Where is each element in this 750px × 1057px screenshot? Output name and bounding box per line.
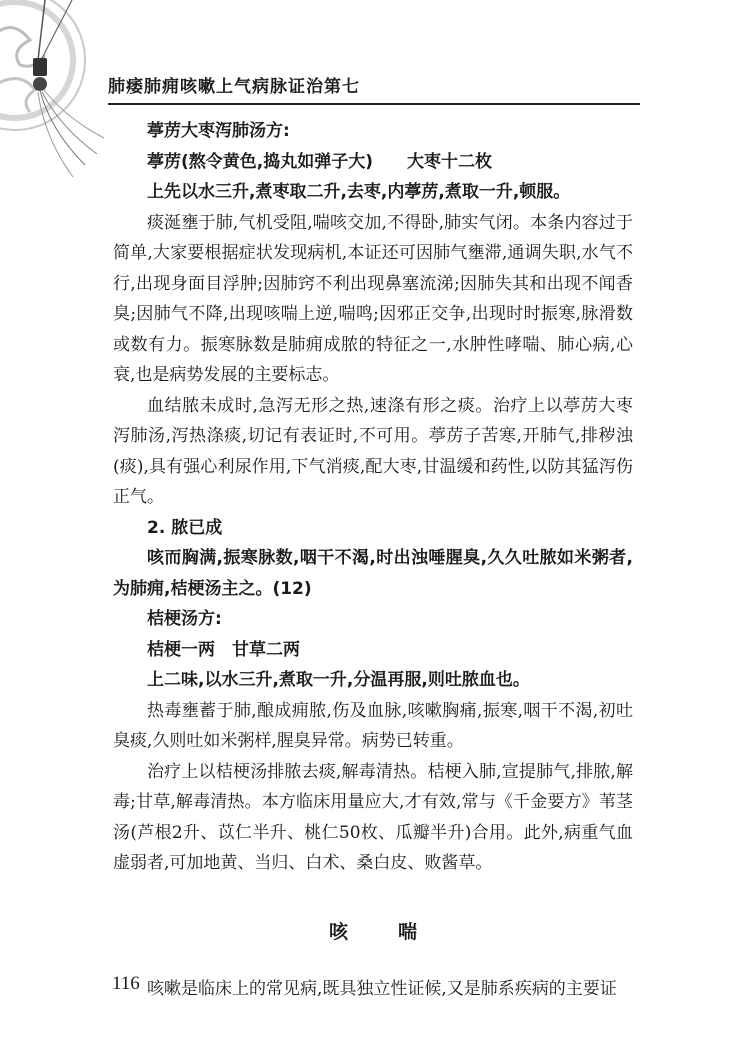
subsection-heading: 2. 脓已成 xyxy=(147,517,223,538)
formula-ingredients: 葶苈(熬令黄色,捣丸如弹子大) 大枣十二枚 xyxy=(147,151,492,172)
formula-preparation: 上先以水三升,煮枣取二升,去枣,内葶苈,煮取一升,顿服。 xyxy=(147,182,571,202)
formula-title: 桔梗汤方: xyxy=(147,609,222,629)
section-title: 咳喘 xyxy=(328,920,467,943)
commentary-paragraph: 热毒壅蓄于肺,酿成痈脓,伤及血脉,咳嗽胸痛,振寒,咽干不渴,初吐臭痰,久则吐如米粥样,腥臭异常。病势已转重。 xyxy=(113,700,633,751)
page-number: 116 xyxy=(112,973,140,994)
commentary-paragraph: 痰涎壅于肺,气机受阻,喘咳交加,不得卧,肺实气闭。本条内容过于简单,大家要根据症状发现病机,本证还可因肺气壅滞,通调失职,水气不行,出现身面目浮肿;因肺窍不利出现鼻塞流涕;因肺失其和出现不闻香臭;因肺气不降,出现咳喘上逆,喘鸣;因邪正交争,出现时时振寒,脉滑数或数有力。振寒脉数是肺痈成脓的特征之一,水肿性哮喘、肺心病,心衰,也是病势发展的主要标志。 xyxy=(113,212,633,385)
formula-title: 葶苈大枣泻肺汤方: xyxy=(147,121,290,141)
formula-preparation: 上二味,以水三升,煮取一升,分温再服,则吐脓血也。 xyxy=(147,670,530,690)
running-header xyxy=(108,72,640,105)
formula-ingredients: 桔梗一两 甘草二两 xyxy=(147,639,300,660)
clause-text: 咳而胸满,振寒脉数,咽干不渴,时出浊唾腥臭,久久吐脓如米粥者,为肺痈,桔梗汤主之。(12) xyxy=(113,548,633,599)
section-intro-paragraph: 咳嗽是临床上的常见病,既具独立性证候,又是肺系疾病的主要证 xyxy=(147,978,617,999)
commentary-paragraph: 血结脓未成时,急泻无形之热,速涤有形之痰。治疗上以葶苈大枣泻肺汤,泻热涤痰,切记有表证时,不可用。葶苈子苦寒,开肺气,排秽浊(痰),具有强心利尿作用,下气消痰,配大枣,甘温缓和药性,以防其猛泻伤正气。 xyxy=(113,395,633,507)
page-body xyxy=(113,116,633,1004)
running-header-title: 肺痿肺痈咳嗽上气病脉证治第七 xyxy=(108,77,360,97)
commentary-paragraph: 治疗上以桔梗汤排脓去痰,解毒清热。桔梗入肺,宣提肺气,排脓,解毒;甘草,解毒清热。本方临床用量应大,才有效,常与《千金要方》苇茎汤(芦根2升、苡仁半升、桃仁50枚、瓜瓣半升)合用。此外,病重气血虚弱者,可加地黄、当归、白术、桑白皮、败酱草。 xyxy=(113,761,633,873)
